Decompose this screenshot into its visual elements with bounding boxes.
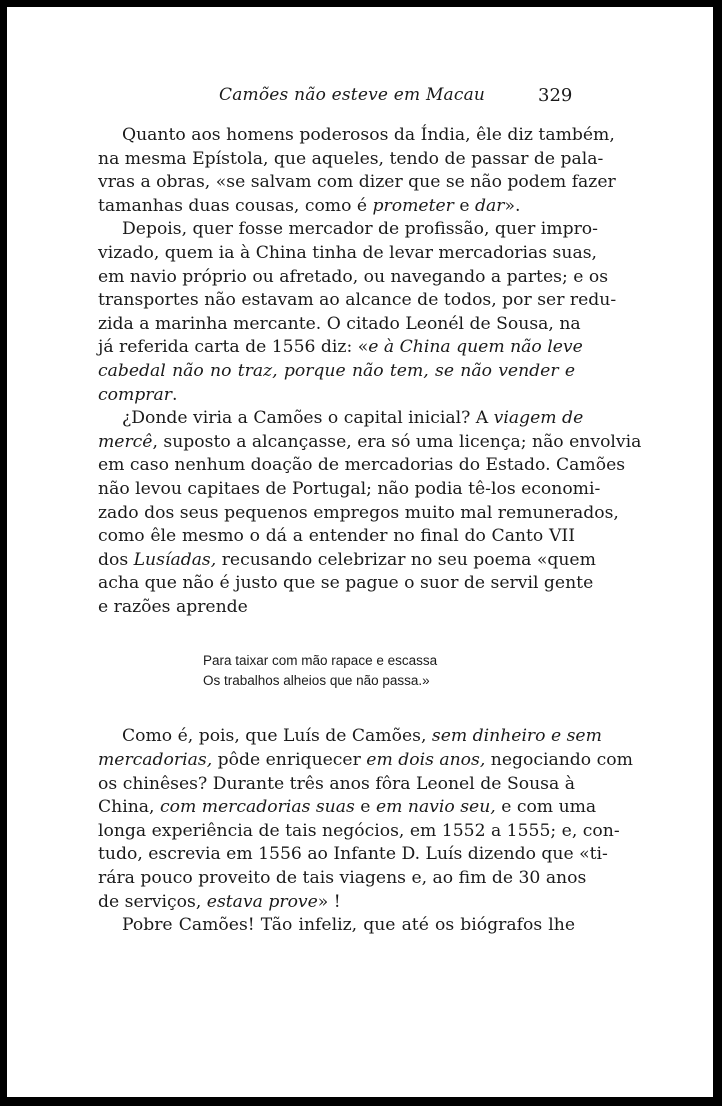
page-number: 329 [538,85,573,106]
verse-quote [98,651,575,691]
text-line: não levou capitaes de Portugal; não podia tê-los economi- [98,478,601,499]
text-line: rára pouco proveito de tais viagens e, ao fim de 30 anos [98,868,587,889]
text-line: tamanhas duas cousas, como é prometer e dar». [98,195,521,216]
text-line: Quanto aos homens poderosos da Índia, êle diz também, [122,125,615,145]
text-line: mercê, suposto a alcançasse, era só uma licença; não envolvia [98,431,642,452]
italic-word: prometer [372,195,454,216]
text-line: vizado, quem ia à China tinha de levar mercadorias suas, [98,242,597,263]
text-line: dos Lusíadas, recusando celebrizar no seu poema «quem [98,549,596,570]
body-text [98,124,642,938]
text-line: na mesma Epístola, que aqueles, tendo de passar de pala- [98,148,604,169]
text-line: zado dos seus pequenos empregos muito mal remunerados, [98,502,619,523]
text-line: como êle mesmo o dá a entender no final do Canto VII [98,526,575,547]
text-line: em caso nenhum doação de mercadorias do Estado. Camões [98,455,626,476]
text-line: longa experiência de tais negócios, em 1552 a 1555; e, con- [98,820,620,841]
book-page [7,7,713,1097]
text-line: acha que não é justo que se pague o suor de servil gente [98,573,594,594]
text-line: tudo, escrevia em 1556 ao Infante D. Luís dizendo que «ti- [98,844,608,865]
verse-line: Para taixar com mão rapace e escassa [203,653,438,669]
text-line: já referida carta de 1556 diz: «e à China quem não leve [98,337,583,358]
text-line: e razões aprende [98,596,248,617]
text-line: mercadorias, pôde enriquecer em dois anos, negociando com [98,750,633,771]
text-line: zida a marinha mercante. O citado Leonél de Sousa, na [98,313,581,334]
page-header [7,85,713,115]
text-line: ¿Donde viria a Camões o capital inicial? A viagem de [122,408,584,429]
text-line: em navio próprio ou afretado, ou navegando a partes; e os [98,266,609,287]
verse-line: Os trabalhos alheios que não passa.» [203,673,430,689]
text-line: Depois, quer fosse mercador de profissão, quer impro- [122,219,598,240]
text-line: de serviços, estava prove» ! [98,891,341,912]
text-line: os chinêses? Durante três anos fôra Leonel de Sousa à [98,773,575,794]
running-title: Camões não esteve em Macau [219,85,486,105]
text-line: China, com mercadorias suas e em navio seu, e com uma [98,797,597,818]
text-line: comprar. [98,384,178,405]
text-line: transportes não estavam ao alcance de todos, por ser redu- [98,290,617,311]
text-line: cabedal não no traz, porque não tem, se não vender e [98,360,575,381]
text-line: Como é, pois, que Luís de Camões, sem dinheiro e sem [122,726,602,747]
text-line: Pobre Camões! Tão infeliz, que até os biógrafos lhe [122,915,575,936]
italic-word: dar [475,195,505,216]
text-line: vras a obras, «se salvam com dizer que se não podem fazer [98,172,616,193]
